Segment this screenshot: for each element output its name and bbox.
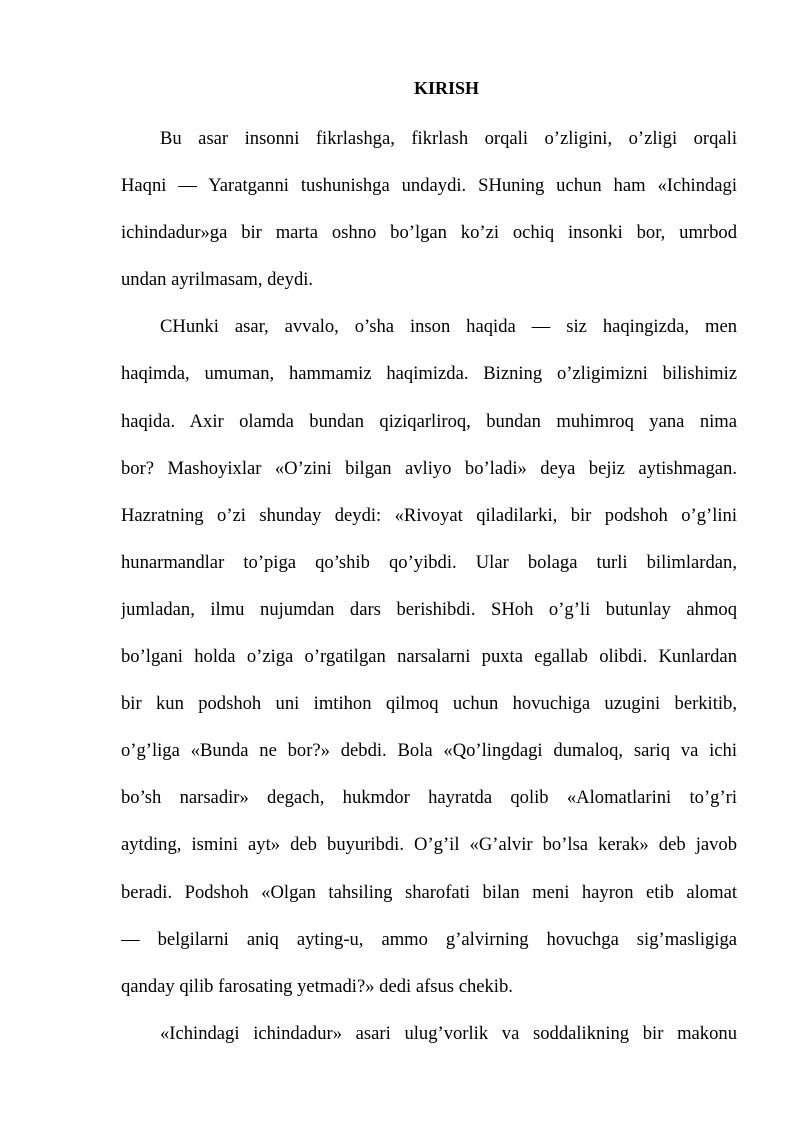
text-line: Bu asar insonni fikrlashga, fikrlash orqali o’zligini, o’zligi orqali [160,128,737,149]
text-line: CHunki asar, avvalo, o’sha inson haqida — siz haqingizda, men [160,316,737,338]
text-line: bo’sh narsadir» degach, hukmdor hayratda qolib «Alomatlarini to’g’ri [121,787,737,809]
body-text [121,115,737,1057]
text-line: bo’lgani holda o’ziga o’rgatilgan narsalarni puxta egallab olibdi. Kunlardan [121,646,737,668]
text-line: bor? Mashoyixlar «O’zini bilgan avliyo bo’ladi» deya bejiz aytishmagan. [121,457,737,479]
text-line: Hazratning o’zi shunday deydi: «Rivoyat qiladilarki, bir podshoh o’g’lini [121,504,737,526]
text-line: o’g’liga «Bunda ne bor?» debdi. Bola «Qo’lingdagi dumaloq, sariq va ichi [121,740,737,762]
text-line: Haqni — Yaratganni tushunishga undaydi. SHuning uchun ham «Ichindagi [121,175,737,197]
text-line: haqimda, umuman, hammamiz haqimizda. Bizning o’zligimizni bilishimiz [121,363,737,385]
text-line: — belgilarni aniq ayting-u, ammo g’alvirning hovuchga sig’masligiga [121,928,737,950]
text-line: undan ayrilmasam, deydi. [121,269,314,291]
text-line: haqida. Axir olamda bundan qiziqarliroq, bundan muhimroq yana nima [121,410,737,432]
text-line: aytding, ismini ayt» deb buyuribdi. O’g’il «G’alvir bo’lsa kerak» deb javob [121,834,737,856]
text-line: ichindadur»ga bir marta oshno bo’lgan ko’zi ochiq insonki bor, umrbod [121,222,737,244]
text-line: beradi. Podshoh «Olgan tahsiling sharofati bilan meni hayron etib alomat [121,881,737,903]
page-title: KIRISH [413,78,480,98]
text-line: «Ichindagi ichindadur» asari ulug’vorlik va soddalikning bir makonu [160,1022,737,1044]
text-line: jumladan, ilmu nujumdan dars berishibdi. SHoh o’g’li butunlay ahmoq [121,598,737,620]
text-line: qanday qilib farosating yetmadi?» dedi afsus chekib. [121,975,513,997]
text-line: hunarmandlar to’piga qo’shib qo’yibdi. Ular bolaga turli bilimlardan, [121,551,737,573]
text-line: bir kun podshoh uni imtihon qilmoq uchun hovuchiga uzugini berkitib, [121,693,737,715]
